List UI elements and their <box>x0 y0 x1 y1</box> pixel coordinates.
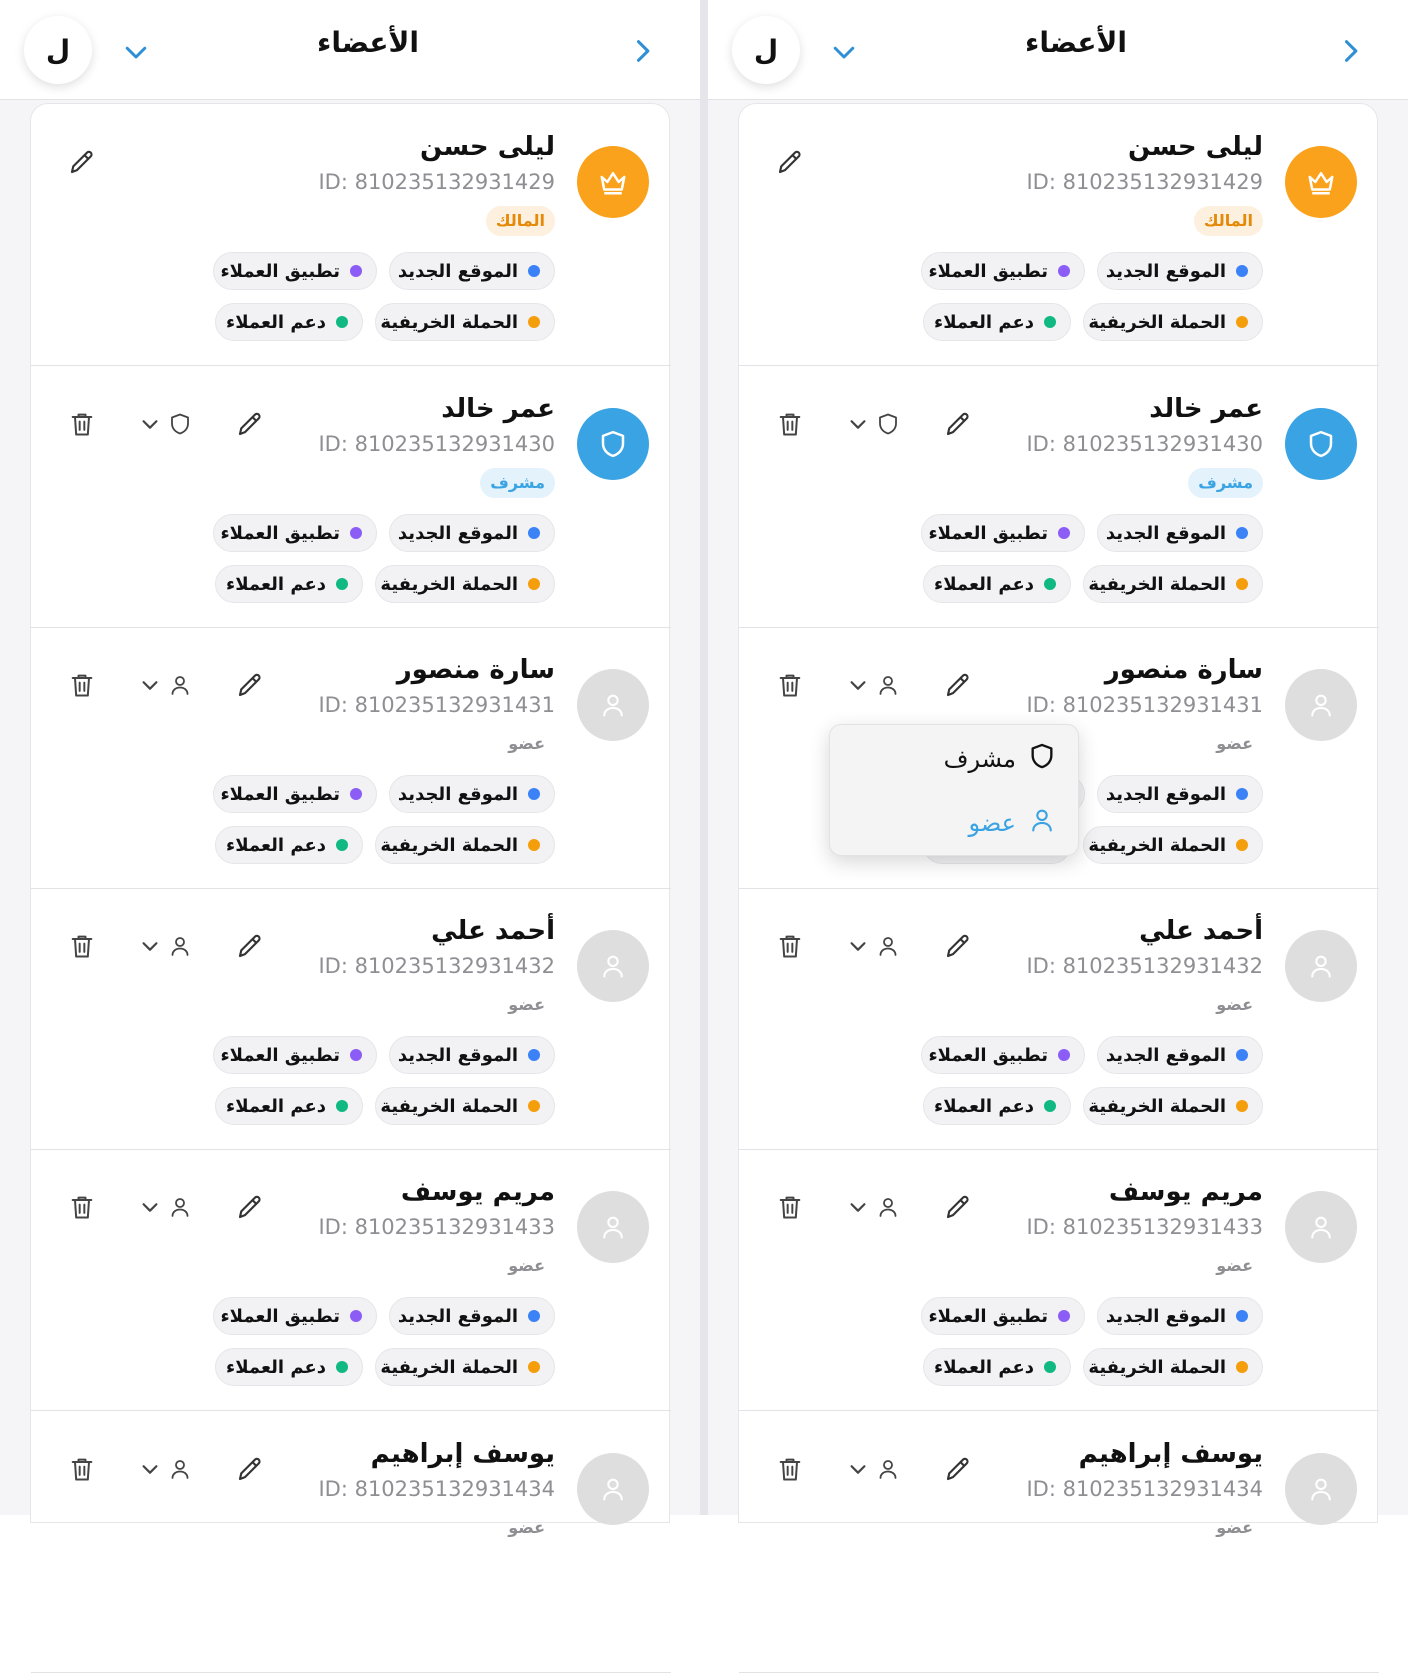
project-chip <box>1097 775 1263 813</box>
project-chip <box>1097 1036 1263 1074</box>
page-title: الأعضاء <box>317 26 419 59</box>
project-chip <box>921 252 1085 290</box>
chevron-down-icon[interactable] <box>135 928 165 964</box>
member-id: ID: 810235132931433 <box>318 1215 555 1239</box>
project-chip <box>923 565 1071 603</box>
user-icon[interactable] <box>165 928 195 964</box>
project-color-dot <box>528 1361 540 1373</box>
project-chip <box>215 1348 363 1386</box>
project-chip <box>1097 514 1263 552</box>
shield-icon <box>598 429 628 459</box>
project-chip <box>215 826 363 864</box>
member-row <box>31 104 671 366</box>
project-chip <box>375 565 555 603</box>
user-icon[interactable] <box>165 667 195 703</box>
trash-icon[interactable] <box>772 667 808 703</box>
pencil-icon[interactable] <box>232 1451 268 1487</box>
project-chip-label: دعم العملاء <box>934 311 1034 333</box>
project-color-dot <box>1236 1310 1248 1322</box>
crown-icon <box>598 167 628 197</box>
role-badge: عضو <box>1216 1518 1253 1537</box>
pencil-icon[interactable] <box>940 1451 976 1487</box>
project-color-dot <box>1044 1361 1056 1373</box>
project-chip-label: تطبيق العملاء <box>220 783 340 805</box>
project-color-dot <box>350 788 362 800</box>
trash-icon[interactable] <box>772 1189 808 1225</box>
project-chip-label: تطبيق العملاء <box>220 1305 340 1327</box>
project-color-dot <box>350 1310 362 1322</box>
pencil-icon[interactable] <box>940 1189 976 1225</box>
project-color-dot <box>1236 1361 1248 1373</box>
member-avatar <box>1285 146 1357 218</box>
project-chip-label: دعم العملاء <box>226 834 326 856</box>
user-icon[interactable] <box>165 1189 195 1225</box>
chevron-down-icon[interactable] <box>135 1451 165 1487</box>
project-chip-label: الموقع الجديد <box>1105 1044 1226 1066</box>
role-option-member-label: عضو <box>968 809 1016 837</box>
trash-icon[interactable] <box>64 1451 100 1487</box>
project-color-dot <box>1058 1310 1070 1322</box>
project-color-dot <box>528 839 540 851</box>
project-color-dot <box>1236 788 1248 800</box>
project-color-dot <box>336 1100 348 1112</box>
member-avatar <box>577 1453 649 1525</box>
member-row <box>739 1149 1379 1411</box>
member-id: ID: 810235132931429 <box>318 170 555 194</box>
member-avatar <box>577 146 649 218</box>
chevron-down-icon[interactable] <box>135 406 165 442</box>
project-color-dot <box>528 788 540 800</box>
project-color-dot <box>528 1049 540 1061</box>
project-chip <box>213 252 377 290</box>
project-chip <box>1083 1087 1263 1125</box>
project-chip <box>1083 565 1263 603</box>
project-chip-label: تطبيق العملاء <box>928 1044 1048 1066</box>
user-icon[interactable] <box>873 1189 903 1225</box>
chevron-down-icon[interactable] <box>843 1189 873 1225</box>
crown-icon <box>1306 167 1336 197</box>
project-chip <box>1083 303 1263 341</box>
member-id: ID: 810235132931432 <box>318 954 555 978</box>
project-color-dot <box>528 1310 540 1322</box>
project-chip <box>375 826 555 864</box>
role-badge: عضو <box>508 1256 545 1275</box>
role-option-admin[interactable] <box>830 729 1080 789</box>
project-chip-label: دعم العملاء <box>934 1356 1034 1378</box>
project-chip <box>389 252 555 290</box>
chevron-right-icon[interactable] <box>624 31 660 71</box>
project-chip-label: الحملة الخريفية <box>380 1356 518 1378</box>
trash-icon[interactable] <box>64 406 100 442</box>
project-chip-label: دعم العملاء <box>226 1095 326 1117</box>
project-color-dot <box>1236 316 1248 328</box>
member-avatar <box>577 1191 649 1263</box>
member-name: يوسف إبراهيم <box>1078 1439 1263 1469</box>
project-color-dot <box>528 527 540 539</box>
user-icon[interactable] <box>873 928 903 964</box>
project-chip <box>375 1087 555 1125</box>
project-chip <box>375 1348 555 1386</box>
pencil-icon[interactable] <box>232 1189 268 1225</box>
member-row <box>739 366 1379 628</box>
project-chip <box>213 514 377 552</box>
member-avatar <box>577 669 649 741</box>
project-chip <box>389 1036 555 1074</box>
chevron-right-icon[interactable] <box>1332 31 1368 71</box>
user-icon <box>599 1475 627 1503</box>
user-icon <box>1307 691 1335 719</box>
project-color-dot <box>1044 578 1056 590</box>
screen-left <box>0 0 700 1537</box>
member-id: ID: 810235132931430 <box>318 432 555 456</box>
project-color-dot <box>336 1361 348 1373</box>
role-badge: عضو <box>1216 995 1253 1014</box>
chevron-down-icon[interactable] <box>843 406 873 442</box>
member-row <box>739 1411 1379 1673</box>
chevron-down-icon[interactable] <box>843 928 873 964</box>
member-id: ID: 810235132931429 <box>1026 170 1263 194</box>
page-title: الأعضاء <box>1025 26 1127 59</box>
trash-icon[interactable] <box>64 1189 100 1225</box>
role-badge: مشرف <box>480 468 555 498</box>
member-name: مريم يوسف <box>400 1177 555 1207</box>
project-chip-label: الحملة الخريفية <box>380 311 518 333</box>
pencil-icon[interactable] <box>772 144 808 180</box>
project-color-dot <box>1236 839 1248 851</box>
shield-icon <box>1028 742 1056 776</box>
project-chip <box>389 775 555 813</box>
project-color-dot <box>1058 265 1070 277</box>
member-avatar <box>1285 408 1357 480</box>
member-row <box>31 1411 671 1673</box>
pencil-icon[interactable] <box>940 928 976 964</box>
project-color-dot <box>528 578 540 590</box>
project-chip <box>921 1297 1085 1335</box>
project-chip <box>921 1036 1085 1074</box>
pencil-icon[interactable] <box>64 144 100 180</box>
project-chip-label: الحملة الخريفية <box>380 834 518 856</box>
project-chip <box>213 1036 377 1074</box>
project-color-dot <box>1058 527 1070 539</box>
project-chip <box>389 1297 555 1335</box>
user-icon[interactable] <box>165 1451 195 1487</box>
project-chip-label: دعم العملاء <box>226 311 326 333</box>
role-badge: عضو <box>508 995 545 1014</box>
trash-icon[interactable] <box>772 1451 808 1487</box>
user-icon <box>599 952 627 980</box>
shield-icon[interactable] <box>873 406 903 442</box>
project-chip-label: الموقع الجديد <box>397 1305 518 1327</box>
project-chip-label: دعم العملاء <box>934 1095 1034 1117</box>
project-chip-label: الحملة الخريفية <box>1088 311 1226 333</box>
member-name: ليلى حسن <box>420 132 555 162</box>
chevron-down-icon[interactable] <box>826 34 862 70</box>
header <box>0 0 700 100</box>
chevron-down-icon[interactable] <box>843 1451 873 1487</box>
chevron-down-icon[interactable] <box>118 34 154 70</box>
user-icon <box>1307 952 1335 980</box>
shield-icon <box>1306 429 1336 459</box>
member-id: ID: 810235132931430 <box>1026 432 1263 456</box>
member-avatar <box>1285 669 1357 741</box>
project-chip-label: الموقع الجديد <box>397 260 518 282</box>
project-color-dot <box>1236 578 1248 590</box>
role-badge: المالك <box>1194 206 1263 236</box>
member-id: ID: 810235132931434 <box>1026 1477 1263 1501</box>
role-dropdown-menu <box>829 724 1079 856</box>
shield-icon[interactable] <box>165 406 195 442</box>
project-chip <box>921 514 1085 552</box>
role-badge: المالك <box>486 206 555 236</box>
project-chip-label: الموقع الجديد <box>397 522 518 544</box>
member-id: ID: 810235132931434 <box>318 1477 555 1501</box>
member-row <box>739 104 1379 366</box>
project-color-dot <box>528 1100 540 1112</box>
user-icon <box>1307 1213 1335 1241</box>
member-name: عمر خالد <box>441 394 555 424</box>
pencil-icon[interactable] <box>940 667 976 703</box>
member-avatar <box>1285 930 1357 1002</box>
trash-icon[interactable] <box>772 928 808 964</box>
project-chip-label: الحملة الخريفية <box>380 573 518 595</box>
project-chip-label: الموقع الجديد <box>397 1044 518 1066</box>
project-chip-label: الموقع الجديد <box>397 783 518 805</box>
project-chip-label: الموقع الجديد <box>1105 260 1226 282</box>
project-chip-label: دعم العملاء <box>934 573 1034 595</box>
member-name: سارة منصور <box>1104 655 1263 685</box>
project-chip-label: الحملة الخريفية <box>1088 834 1226 856</box>
chevron-down-icon[interactable] <box>135 1189 165 1225</box>
project-color-dot <box>528 316 540 328</box>
pencil-icon[interactable] <box>232 406 268 442</box>
project-chip <box>389 514 555 552</box>
project-color-dot <box>350 527 362 539</box>
member-avatar <box>577 930 649 1002</box>
role-badge: مشرف <box>1188 468 1263 498</box>
role-badge: عضو <box>508 734 545 753</box>
member-id: ID: 810235132931431 <box>318 693 555 717</box>
member-row <box>739 888 1379 1150</box>
project-chip-label: الموقع الجديد <box>1105 1305 1226 1327</box>
member-row <box>31 366 671 628</box>
member-avatar <box>577 408 649 480</box>
project-chip-label: تطبيق العملاء <box>220 260 340 282</box>
member-name: أحمد علي <box>1139 916 1263 946</box>
project-color-dot <box>336 316 348 328</box>
project-chip <box>1097 1297 1263 1335</box>
trash-icon[interactable] <box>64 667 100 703</box>
project-chip <box>923 303 1071 341</box>
project-chip-label: تطبيق العملاء <box>220 1044 340 1066</box>
member-row <box>31 888 671 1150</box>
member-name: يوسف إبراهيم <box>370 1439 555 1469</box>
project-chip-label: تطبيق العملاء <box>928 522 1048 544</box>
member-id: ID: 810235132931431 <box>1026 693 1263 717</box>
project-chip-label: دعم العملاء <box>226 573 326 595</box>
project-chip <box>215 303 363 341</box>
member-name: أحمد علي <box>431 916 555 946</box>
member-row <box>31 1149 671 1411</box>
project-color-dot <box>1236 1100 1248 1112</box>
project-chip-label: الحملة الخريفية <box>380 1095 518 1117</box>
project-chip-label: الموقع الجديد <box>1105 522 1226 544</box>
project-chip <box>923 1087 1071 1125</box>
member-row <box>31 627 671 889</box>
role-badge: عضو <box>1216 734 1253 753</box>
user-avatar-button[interactable]: ل <box>24 16 92 84</box>
member-name: مريم يوسف <box>1108 1177 1263 1207</box>
project-color-dot <box>350 1049 362 1061</box>
role-option-member[interactable] <box>830 793 1080 853</box>
project-chip <box>1097 252 1263 290</box>
project-color-dot <box>1236 265 1248 277</box>
user-icon[interactable] <box>873 667 903 703</box>
project-chip-label: تطبيق العملاء <box>928 260 1048 282</box>
user-icon <box>599 1213 627 1241</box>
project-chip-label: الحملة الخريفية <box>1088 1095 1226 1117</box>
project-color-dot <box>1236 1049 1248 1061</box>
trash-icon[interactable] <box>64 928 100 964</box>
user-avatar-button[interactable]: ل <box>732 16 800 84</box>
project-color-dot <box>1236 527 1248 539</box>
chevron-down-icon[interactable] <box>843 667 873 703</box>
project-color-dot <box>1058 1049 1070 1061</box>
project-color-dot <box>1044 316 1056 328</box>
pencil-icon[interactable] <box>232 667 268 703</box>
user-icon <box>1307 1475 1335 1503</box>
project-color-dot <box>336 578 348 590</box>
member-avatar <box>1285 1453 1357 1525</box>
project-chip-label: تطبيق العملاء <box>220 522 340 544</box>
member-id: ID: 810235132931433 <box>1026 1215 1263 1239</box>
project-chip <box>215 1087 363 1125</box>
member-name: ليلى حسن <box>1128 132 1263 162</box>
project-color-dot <box>528 265 540 277</box>
trash-icon[interactable] <box>772 406 808 442</box>
project-chip <box>1083 826 1263 864</box>
project-chip <box>215 565 363 603</box>
project-chip <box>375 303 555 341</box>
user-icon <box>1028 806 1056 840</box>
header <box>708 0 1408 100</box>
project-chip <box>1083 1348 1263 1386</box>
project-color-dot <box>350 265 362 277</box>
project-chip <box>213 775 377 813</box>
member-id: ID: 810235132931432 <box>1026 954 1263 978</box>
project-chip <box>923 1348 1071 1386</box>
project-chip-label: دعم العملاء <box>226 1356 326 1378</box>
members-list <box>30 103 670 1537</box>
role-badge: عضو <box>508 1518 545 1537</box>
project-chip <box>213 1297 377 1335</box>
chevron-down-icon[interactable] <box>135 667 165 703</box>
project-chip-label: الموقع الجديد <box>1105 783 1226 805</box>
user-icon <box>599 691 627 719</box>
project-chip-label: الحملة الخريفية <box>1088 1356 1226 1378</box>
user-icon[interactable] <box>873 1451 903 1487</box>
project-color-dot <box>1044 1100 1056 1112</box>
project-chip-label: الحملة الخريفية <box>1088 573 1226 595</box>
member-avatar <box>1285 1191 1357 1263</box>
pencil-icon[interactable] <box>940 406 976 442</box>
project-chip-label: تطبيق العملاء <box>928 1305 1048 1327</box>
member-name: سارة منصور <box>396 655 555 685</box>
screen-divider <box>700 0 708 1515</box>
member-name: عمر خالد <box>1149 394 1263 424</box>
role-option-admin-label: مشرف <box>943 745 1016 773</box>
pencil-icon[interactable] <box>232 928 268 964</box>
project-color-dot <box>336 839 348 851</box>
role-badge: عضو <box>1216 1256 1253 1275</box>
